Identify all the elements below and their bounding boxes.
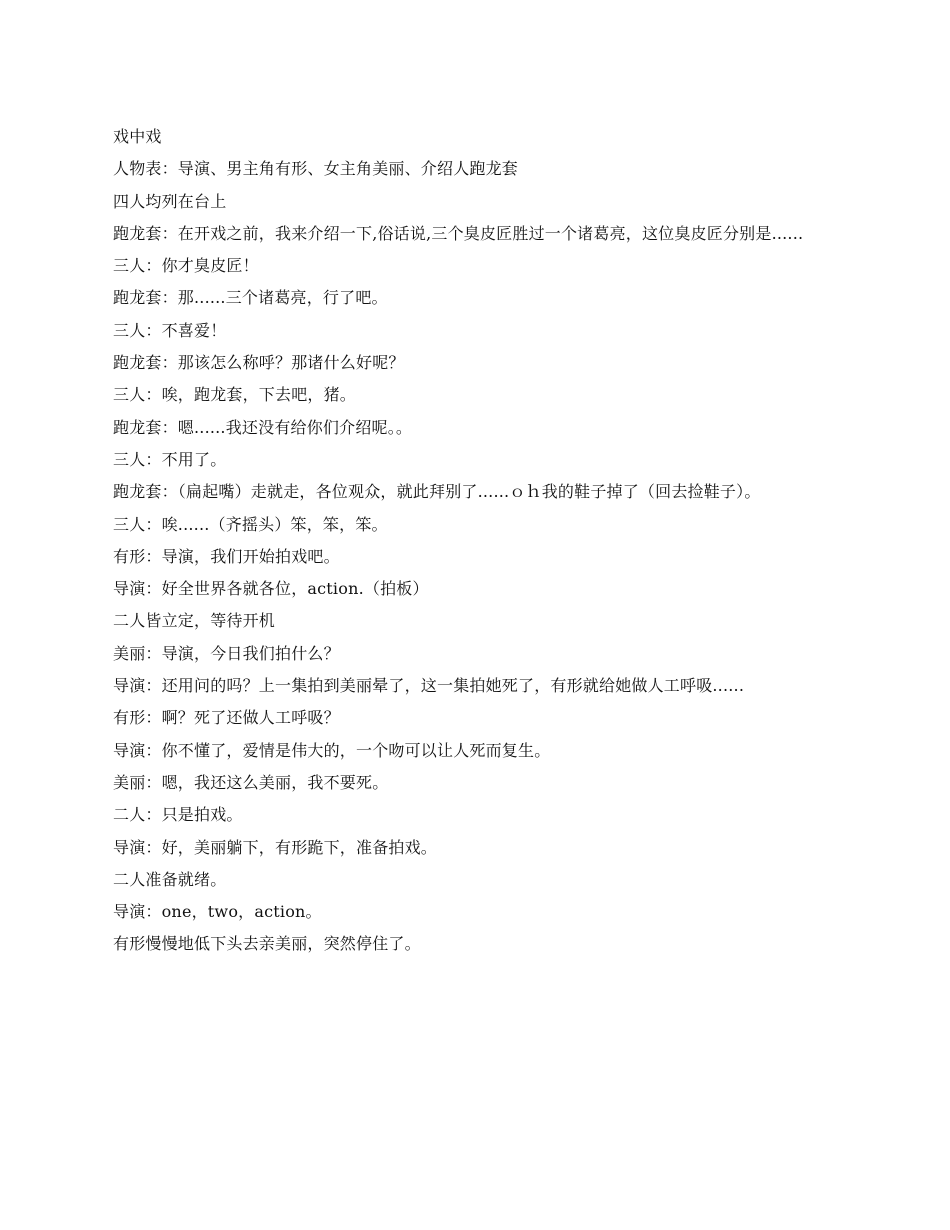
stage-direction: 四人均列在台上 <box>113 191 227 211</box>
dialogue-line: 导演：好，美丽躺下，有形跪下，准备拍戏。 <box>113 837 438 857</box>
dialogue-line: 美丽：导演，今日我们拍什么？ <box>113 643 340 663</box>
document-body <box>113 126 835 966</box>
stage-direction: 二人准备就绪。 <box>113 869 227 889</box>
dialogue-line: 导演：好全世界各就各位，action.（拍板） <box>113 579 429 599</box>
dialogue-line: 二人：只是拍戏。 <box>113 805 243 825</box>
dialogue-line: 跑龙套：那......三个诸葛亮，行了吧。 <box>113 288 388 308</box>
dialogue-line: 三人：唉，跑龙套，下去吧，猪。 <box>113 385 357 405</box>
dialogue-line: 导演：one，two，action。 <box>113 902 322 922</box>
dialogue-line: 跑龙套：那该怎么称呼？那诸什么好呢？ <box>113 353 405 373</box>
dialogue-line: 三人：不用了。 <box>113 449 227 469</box>
dialogue-line: 导演：你不懂了，爱情是伟大的，一个吻可以让人死而复生。 <box>113 740 551 760</box>
dialogue-line: 有形：啊？死了还做人工呼吸？ <box>113 708 340 728</box>
cast-list: 人物表：导演、男主角有形、女主角美丽、介绍人跑龙套 <box>113 159 519 179</box>
dialogue-line: 跑龙套：在开戏之前，我来介绍一下,俗话说,三个臭皮匠胜过一个诸葛亮，这位臭皮匠分别是...... <box>113 223 804 243</box>
stage-direction: 二人皆立定，等待开机 <box>113 611 276 631</box>
stage-direction: 有形慢慢地低下头去亲美丽，突然停住了。 <box>113 934 421 954</box>
dialogue-line: 三人：唉......（齐摇头）笨，笨，笨。 <box>113 514 388 534</box>
dialogue-line: 有形：导演，我们开始拍戏吧。 <box>113 546 340 566</box>
dialogue-line: 跑龙套：嗯......我还没有给你们介绍呢。。 <box>113 417 413 437</box>
dialogue-line: 美丽：嗯，我还这么美丽，我不要死。 <box>113 772 389 792</box>
dialogue-line: 导演：还用问的吗？上一集拍到美丽晕了，这一集拍她死了，有形就给她做人工呼吸...... <box>113 676 745 696</box>
dialogue-line: 三人：不喜爱！ <box>113 320 227 340</box>
dialogue-line: 三人：你才臭皮匠！ <box>113 256 259 276</box>
script-title: 戏中戏 <box>113 127 162 146</box>
dialogue-line: 跑龙套：（扁起嘴）走就走，各位观众，就此拜别了......ｏｈ我的鞋子掉了（回去捡鞋子）。 <box>113 482 761 502</box>
